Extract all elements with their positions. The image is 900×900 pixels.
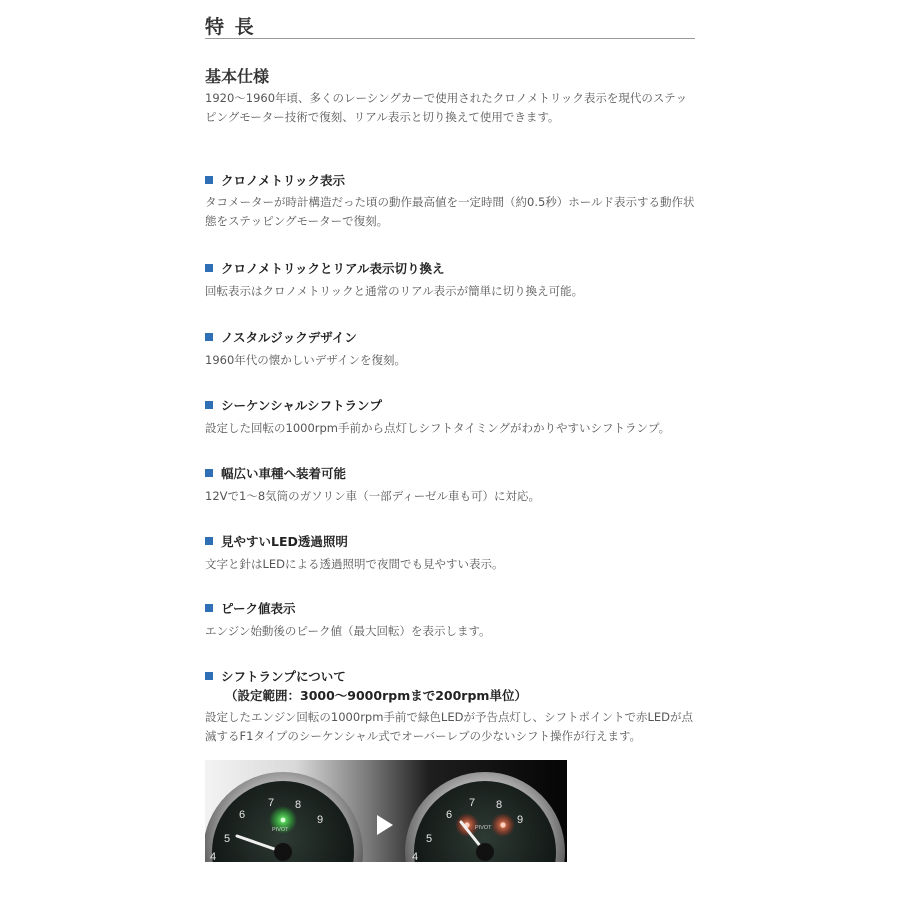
brand-logo: PIVOT (475, 825, 492, 831)
spec-text: 1920～1960年頃、多くのレーシングカーで使用されたクロノメトリック表示を現代のステッピングモーター技術で復刻、リアル表示と切り換えて使用できます。 (205, 91, 688, 124)
spec-heading: 基本仕様 (205, 67, 270, 86)
feature-heading-2 (205, 259, 445, 277)
feature-text-5: 12Vで1～8気筒のガソリン車（一部ディーゼル車も可）に対応。 (205, 489, 540, 503)
feature-heading-7 (205, 599, 296, 617)
title-divider (205, 38, 695, 39)
shift-lamp-subheading: （設定範囲：3000～9000rpmまで200rpm単位） (225, 688, 527, 703)
brand-logo: PIVOT (272, 827, 289, 833)
tick-label: 7 (268, 797, 275, 809)
page-title: 特 長 (205, 16, 256, 38)
feature-heading-4 (205, 396, 382, 414)
tick-label: 5 (224, 833, 231, 845)
tick-label: 4 (210, 851, 217, 862)
feature-heading-text: ノスタルジックデザイン (221, 330, 357, 345)
feature-heading-3 (205, 328, 357, 346)
feature-heading-text: 見やすいLED透過照明 (221, 534, 348, 549)
feature-heading-text: シーケンシャルシフトランプ (221, 398, 383, 413)
feature-heading-1 (205, 171, 345, 189)
feature-text-4: 設定した回転の1000rpm手前から点灯しシフトタイミングがわかりやすいシフトランプ。 (205, 421, 671, 435)
play-arrow-icon (377, 815, 393, 835)
tick-label: 5 (426, 833, 433, 845)
right-tachometer (405, 772, 565, 862)
square-bullet-icon (205, 469, 213, 477)
feature-text-1: タコメーターが時計構造だった頃の動作最高値を一定時間（約0.5秒）ホールド表示する動作状態をステッピングモーターで復刻。 (205, 195, 695, 228)
tick-label: 9 (517, 814, 524, 826)
shift-lamp-heading-text: シフトランプについて (221, 669, 346, 684)
square-bullet-icon (205, 264, 213, 272)
shift-lamp-text: 設定したエンジン回転の1000rpm手前で緑色LEDが予告点灯し、シフトポイントで赤LEDが点滅するF1タイプのシーケンシャル式でオーバーレブの少ないシフト操作が行えます。 (205, 710, 693, 743)
feature-text-7: エンジン始動後のピーク値（最大回転）を表示します。 (205, 624, 491, 638)
tick-label: 8 (295, 799, 302, 811)
feature-heading-6 (205, 532, 348, 550)
shift-lamp-heading (205, 667, 346, 685)
feature-text-6: 文字と針はLEDによる透過照明で夜間でも見やすい表示。 (205, 557, 504, 571)
feature-heading-text: ピーク値表示 (221, 601, 296, 616)
tick-label: 8 (496, 799, 503, 811)
feature-heading-text: クロノメトリックとリアル表示切り換え (221, 261, 445, 276)
square-bullet-icon (205, 672, 213, 680)
feature-heading-5 (205, 464, 346, 482)
tachometer-photo (205, 760, 567, 862)
feature-heading-text: 幅広い車種へ装着可能 (221, 466, 347, 481)
tick-label: 4 (412, 851, 419, 862)
square-bullet-icon (205, 401, 213, 409)
square-bullet-icon (205, 537, 213, 545)
feature-text-2: 回転表示はクロノメトリックと通常のリアル表示が簡単に切り換え可能。 (205, 284, 584, 298)
square-bullet-icon (205, 604, 213, 612)
feature-text-3: 1960年代の懐かしいデザインを復刻。 (205, 353, 406, 367)
tachometer-illustration (205, 760, 567, 862)
feature-heading-text: クロノメトリック表示 (221, 173, 346, 188)
square-bullet-icon (205, 333, 213, 341)
square-bullet-icon (205, 176, 213, 184)
tick-label: 9 (317, 814, 324, 826)
tick-label: 7 (469, 797, 476, 809)
tick-label: 6 (239, 809, 246, 821)
tick-label: 6 (446, 809, 453, 821)
left-tachometer (205, 772, 363, 862)
